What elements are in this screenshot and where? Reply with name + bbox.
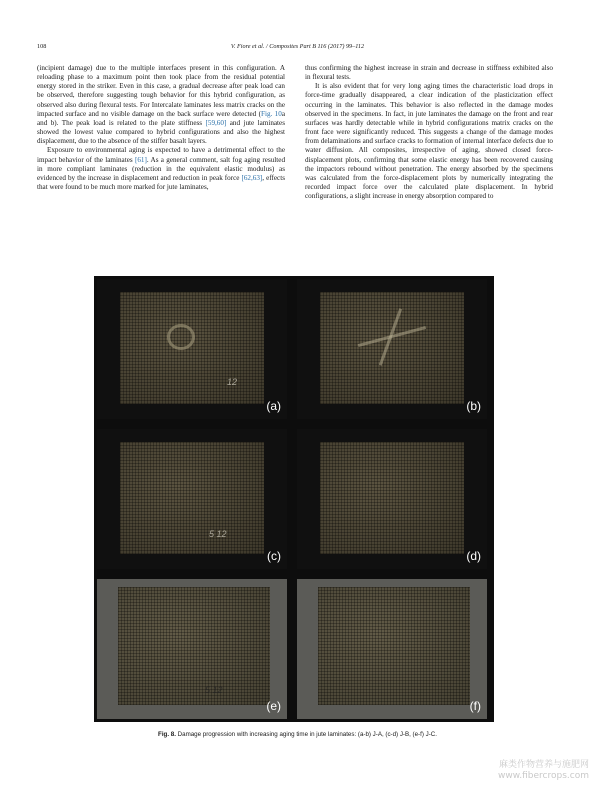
impact-damage-a — [167, 324, 195, 350]
panel-label-a: (a) — [266, 399, 281, 413]
specimen-photo-d — [320, 442, 464, 554]
specimen-photo-e — [118, 587, 270, 705]
panel-f — [297, 579, 487, 719]
citation-link[interactable]: [62,63] — [241, 173, 263, 182]
running-title: V. Fiore et al. / Composites Part B 116 (2017) 99–112 — [230, 43, 365, 50]
panel-e — [97, 579, 287, 719]
citation-link[interactable]: [59,60] — [205, 118, 227, 127]
paragraph-text: It is also evident that for very long aging times the characteristic load drops in force-time gradually disappeared, a clear indication of the plasticization effect occurring in the laminates. This behavior is also reflected in the damage modes observed in the specimens. In fact, in jute laminates the damage on the front and rear surfaces was hardly detectable while in hybrid configurations matrix cracks on the front face were significantly reduced. This suggests a change of the damage modes from delaminations and surface cracks to formation of internal interface defects due to water diffusion. All composites, irrespective of aging, showed closed force-displacement plots, confirming that some elastic energy has been recovered causing the impactors rebound without penetration. The energy absorbed by the specimens was calculated from the force-displacement plots by numerically integrating the recorded impact force over the calculated plate displacement. In hybrid configurations, a slight increase in energy absorption compared to — [305, 82, 553, 201]
specimen-mark-a: 12 — [227, 377, 238, 387]
panel-c — [97, 429, 287, 569]
panel-label-e: (e) — [266, 699, 281, 713]
paragraph — [305, 64, 553, 82]
specimen-mark-c: 5 12 — [209, 529, 227, 539]
specimen-photo-f — [318, 587, 470, 705]
panel-label-c: (c) — [267, 549, 281, 563]
paragraph-text: thus confirming the highest increase in strain and decrease in stiffness exhibited also in flexural tests. — [305, 64, 553, 82]
panel-label-b: (b) — [466, 399, 481, 413]
panel-label-f: (f) — [469, 699, 481, 713]
paragraph — [37, 64, 285, 146]
running-header — [37, 43, 558, 55]
watermark-line-2: www.fibercrops.com — [498, 771, 589, 781]
panel-a — [97, 279, 287, 419]
panel-b — [297, 279, 487, 419]
page-number: 108 — [37, 43, 47, 50]
figure-8 — [94, 276, 494, 722]
paragraph — [37, 146, 285, 192]
specimen-photo-a — [120, 292, 264, 404]
figure-caption — [37, 731, 558, 738]
citation-link[interactable]: Fig. 10 — [260, 109, 282, 118]
paragraph-text: a and b). The peak load is related to the plate stiffness — [37, 109, 285, 127]
paragraph-text: Exposure to environmental aging is expected to have a detrimental effect to the impact behavior of the laminates — [37, 146, 285, 164]
paragraph-text: and jute laminates showed the lowest value compared to hybrid configurations and also the highest displacement, due to the absence of the stiffer basalt layers. — [37, 118, 285, 146]
panel-label-d: (d) — [466, 549, 481, 563]
specimen-photo-c — [120, 442, 264, 554]
watermark — [498, 760, 589, 782]
paragraph-text: (incipient damage) due to the multiple interfaces present in this configuration. A reloading phase to a maximum point then took place from the residual potential energy stored in the striker. Even in this case, a gradual decrease after peak load can be observed, therefore suggesting tough behavior for this hybrid configuration, as observed also during flexural tests. For Intercalate laminates less matrix cracks on the impacted surface and no visible damage on the back surface were detected ( — [37, 64, 285, 118]
panel-d — [297, 429, 487, 569]
specimen-mark-e: 5 12 — [205, 685, 223, 695]
paragraph-text: , effects that were found to be much more marked for jute laminates, — [37, 173, 285, 192]
left-text-column — [37, 64, 285, 260]
paragraph-text: . As a general comment, salt fog aging resulted in more compliant laminates (reduction in the equivalent elastic modulus) as evidenced by the increase in displacement and reduction in peak force — [37, 155, 285, 182]
citation-link[interactable]: [61] — [134, 155, 147, 164]
caption-label: Fig. 8. — [158, 731, 176, 738]
right-text-column — [305, 64, 553, 260]
watermark-line-1: 麻类作物营养与施肥网 — [498, 760, 589, 770]
paragraph — [305, 82, 553, 201]
caption-text: Damage progression with increasing aging time in jute laminates: (a-b) J-A, (c-d) J-B, (e-f) J-C. — [177, 731, 437, 738]
specimen-photo-b — [320, 292, 464, 404]
